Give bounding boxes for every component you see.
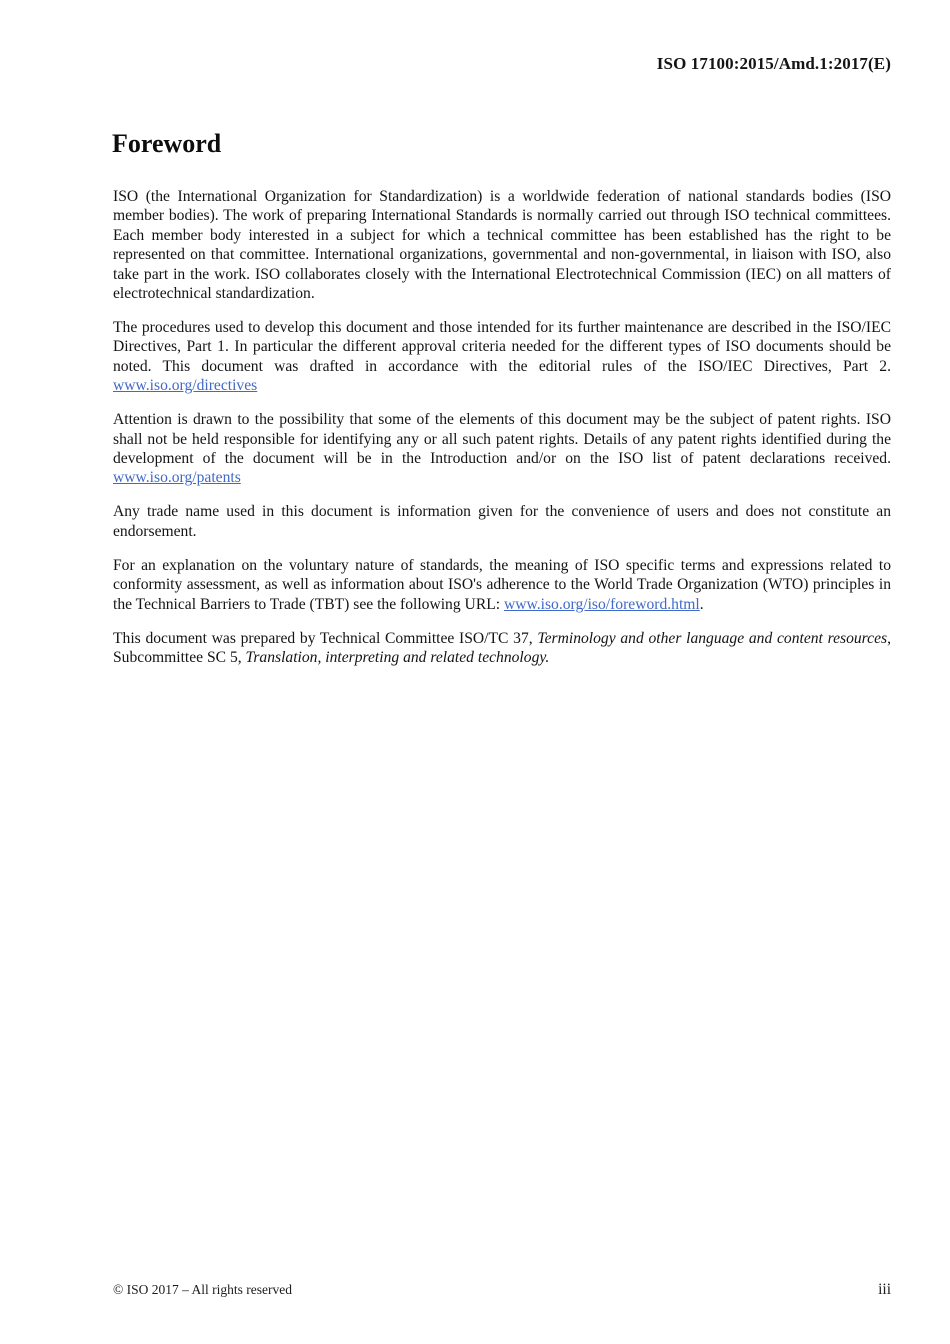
italic-text: Terminology and other language and content resources: [537, 629, 888, 647]
document-reference: ISO 17100:2015/Amd.1:2017(E): [656, 54, 891, 73]
text-run: ISO (the International Organization for Standardization) is a worldwide federation of national standards bodies (ISO member bodies). The work of preparing International Standards is normally carried out through ISO technical committees. Each member body interested in a subject for which a technical committee has been established has the right to be represented on that committee. International organizations, governmental and non-governmental, in liaison with ISO, also take part in the work. ISO collaborates closely with the International Electrotechnical Commission (IEC) on all matters of electrotechnical standardization.: [113, 188, 891, 303]
paragraph: [113, 629, 891, 668]
paragraph: [113, 187, 891, 303]
page-title: Foreword: [112, 129, 222, 158]
document-body: [113, 187, 891, 682]
document-link[interactable]: www.iso.org/iso/foreword.html: [503, 595, 700, 613]
text-run: The procedures used to develop this document and those intended for its further maintenance are described in the ISO/IEC Directives, Part 1. In particular the different approval criteria needed for the different types of ISO documents should be noted. This document was drafted in accordance with the editorial rules of the ISO/IEC Directives, Part 2.: [113, 319, 891, 375]
text-run: .: [699, 595, 704, 613]
italic-text: Translation, interpreting and related technology.: [245, 649, 550, 667]
text-run: This document was prepared by Technical Committee ISO/TC 37,: [113, 629, 538, 647]
page-header: [113, 54, 891, 74]
copyright-notice: © ISO 2017 – All rights reserved: [113, 1282, 292, 1297]
text-run: For an explanation on the voluntary nature of standards, the meaning of ISO specific terms and expressions related to conformity assessment, as well as information about ISO's adherence to the World Trade Organization (WTO) principles in the Technical Barriers to Trade (TBT) see the following URL:: [113, 556, 891, 613]
paragraph: [113, 502, 891, 541]
page-number: iii: [878, 1281, 891, 1298]
text-run: Attention is drawn to the possibility that some of the elements of this document may be the subject of patent rights. ISO shall not be held responsible for identifying any or all such patent rights. Details of any patent rights identified during the development of the document will be in the Introduction and/or on the ISO list of patent declarations received.: [113, 411, 891, 468]
text-run: , Subcommittee SC 5,: [113, 629, 891, 667]
paragraph: [113, 556, 891, 614]
text-run: Any trade name used in this document is information given for the convenience of users and does not constitute an endorsement.: [113, 503, 891, 540]
document-link[interactable]: www.iso.org/patents: [113, 469, 241, 487]
page-footer: [113, 1281, 891, 1299]
paragraph: [113, 318, 891, 396]
paragraph: [113, 410, 891, 488]
document-link[interactable]: www.iso.org/directives: [113, 377, 258, 395]
